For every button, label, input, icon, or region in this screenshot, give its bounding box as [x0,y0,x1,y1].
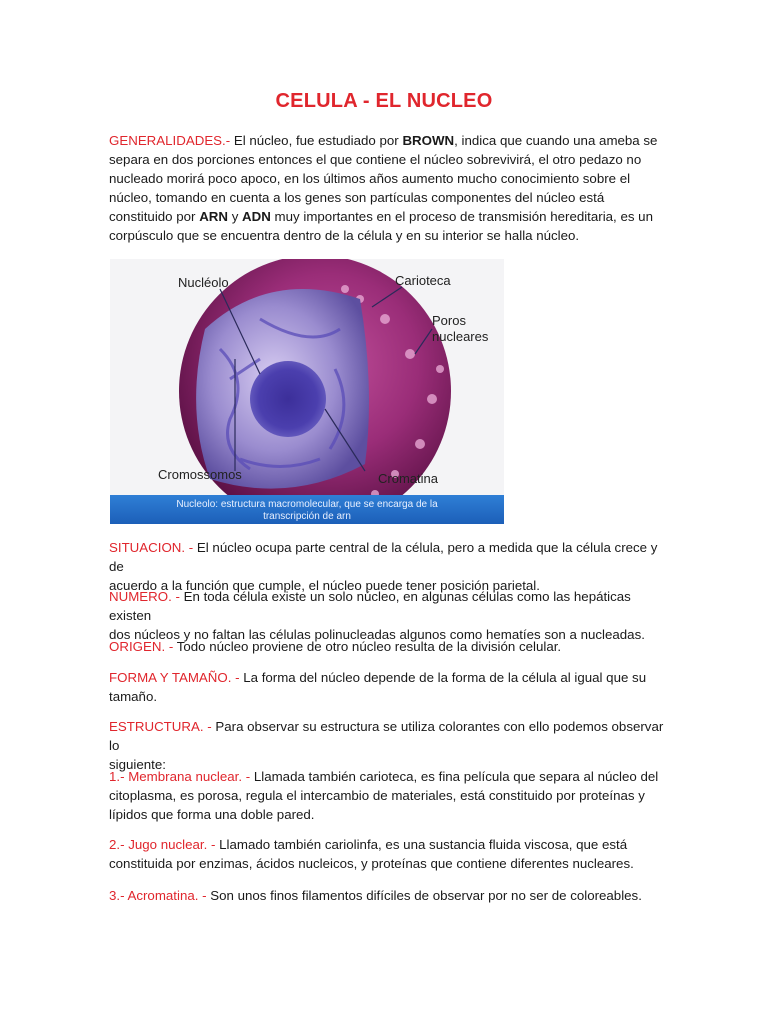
page-title: CELULA - EL NUCLEO [275,90,493,112]
label-carioteca: Carioteca [395,273,451,288]
paragraph-forma: FORMA Y TAMAÑO. - La forma del núcleo depende de la forma de la célula al igual que su tamaño. [109,670,647,704]
label-cromossomos: Cromossomos [158,467,242,482]
caption-line-1: Nucleolo: estructura macromolecular, que se encarga de la [176,499,438,510]
paragraph-generalidades: GENERALIDADES.- El núcleo, fue estudiado por BROWN, indica que cuando una ameba se separa en dos porciones entonces el que contiene el núcleo sobrevivirá, el otro pedazo no nucleado morirá poco apoco, en los últimos años aumento mucho conocimiento sobre el núcleo, tomando en cuenta a los genes son partículas componentes del núcleo está constituido por ARN y ADN muy importantes en el proceso de transmisión hereditaria, es un corpúsculo que se encuentra dentro de la célula y en su interior se halla núcleo. [109,133,658,243]
heading-estructura: ESTRUCTURA. - [109,719,212,734]
heading-situacion: SITUACION. - [109,540,194,555]
paragraph-estructura: ESTRUCTURA. - Para observar su estructura se utiliza colorantes con ello podemos observar lo siguiente: [109,719,664,772]
paragraph-origen: ORIGEN. - Todo núcleo proviene de otro núcleo resulta de la división celular. [109,639,562,654]
paragraph-numero: NUMERO. - En toda célula existe un solo núcleo, en algunas células como las hepáticas existen dos núcleos y no faltan las células polinucleadas algunos como hematíes son a nucleadas. [109,589,645,642]
heading-jugo: 2.- Jugo nuclear. - [109,837,216,852]
paragraph-jugo: 2.- Jugo nuclear. - Llamado también cariolinfa, es una sustancia fluida viscosa, que está constituida por enzimas, ácidos nucleicos, y proteínas que contiene diferentes nucleares. [109,837,634,871]
label-poros: Poros [432,313,466,328]
heading-generalidades: GENERALIDADES.- [109,133,231,148]
nucleus-illustration [110,259,504,524]
label-cromatina: Cromatina [378,471,438,486]
nucleolo-shape [250,361,326,437]
paragraph-membrana: 1.- Membrana nuclear. - Llamada también carioteca, es fina película que separa al núcleo del citoplasma, es porosa, regula el intercambio de materiales, está constituido por proteínas y lípidos que forma una doble pared. [109,769,659,822]
paragraph-situacion: SITUACION. - El núcleo ocupa parte central de la célula, pero a medida que la célula crece y de acuerdo a la función que cumple, el núcleo puede tener posición parietal. [109,540,658,593]
label-nucleolo: Nucléolo [178,275,229,290]
heading-forma: FORMA Y TAMAÑO. - [109,670,240,685]
label-nucleares: nucleares [432,329,489,344]
heading-numero: NUMERO. - [109,589,180,604]
heading-origen: ORIGEN. - [109,639,174,654]
caption-line-2: transcripción de arn [263,511,351,522]
heading-acromatina: 3.- Acromatina. - [109,888,207,903]
heading-membrana: 1.- Membrana nuclear. - [109,769,251,784]
paragraph-acromatina: 3.- Acromatina. - Son unos finos filamentos difíciles de observar por no ser de coloreables. [109,888,642,903]
